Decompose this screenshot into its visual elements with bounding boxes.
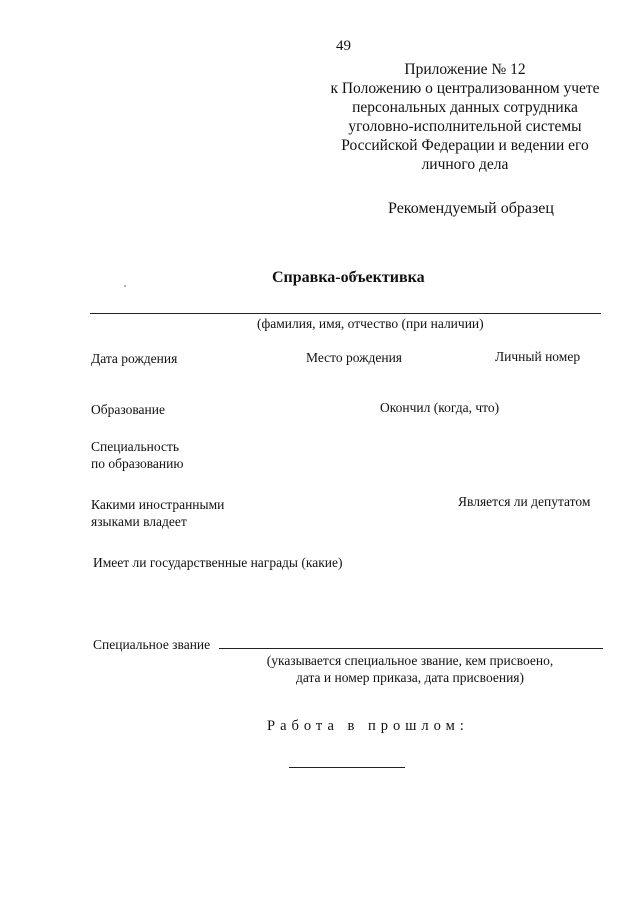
document-title: Справка-объективка [272,269,425,286]
specialty-label-line: Специальность [91,439,180,454]
appendix-line: уголовно-исполнительной системы [348,118,582,135]
languages-label [91,496,224,530]
page-number: 49 [336,38,351,54]
rank-caption [250,652,570,686]
special-rank-fill-line [219,648,603,649]
specialty-label-line: по образованию [91,456,184,471]
fio-caption: (фамилия, имя, отчество (при наличии) [257,316,484,331]
appendix-line: Российской Федерации и ведении его [341,137,589,154]
rank-caption-line: (указывается специальное звание, кем присвоено, [266,653,554,668]
birth-place-label: Место рождения [306,350,403,365]
appendix-line: личного дела [421,156,509,173]
personal-number-label: Личный номер [495,349,581,364]
graduated-label: Окончил (когда, что) [380,400,500,415]
appendix-line: персональных данных сотрудника [352,99,578,116]
appendix-line: к Положению о централизованном учете [330,80,600,97]
education-label: Образование [91,402,165,417]
birth-date-label: Дата рождения [91,351,178,366]
deputy-label: Является ли депутатом [458,494,591,509]
appendix-header [300,60,630,174]
recommended-sample-label: Рекомендуемый образец [388,200,554,217]
scan-speck [124,285,126,287]
fio-fill-line [90,313,601,314]
appendix-line: Приложение № 12 [404,61,526,78]
work-history-heading: Работа в прошлом: [267,718,469,734]
awards-label: Имеет ли государственные награды (какие) [93,555,343,570]
rank-caption-line: дата и номер приказа, дата присвоения) [295,670,525,685]
specialty-label [91,438,183,472]
languages-label-line: Какими иностранными [91,497,225,512]
languages-label-line: языками владеет [91,514,187,529]
work-history-underline [289,767,405,768]
special-rank-label: Специальное звание [93,637,211,652]
